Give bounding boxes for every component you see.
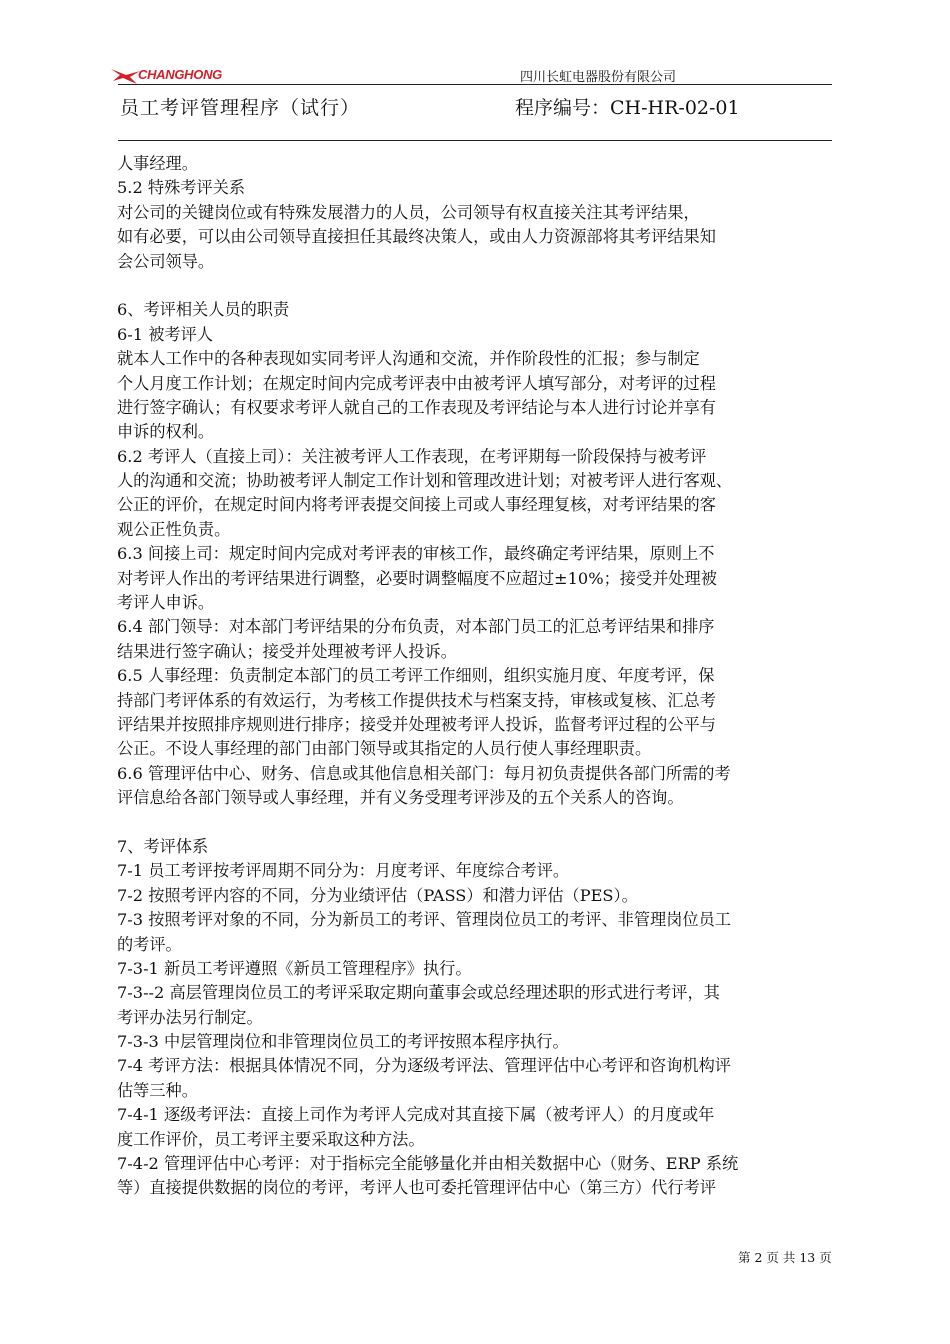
- text-line: 度工作评价，员工考评主要采取这种方法。: [117, 1129, 425, 1149]
- text-line: 估等三种。: [117, 1080, 198, 1100]
- text-line: 的考评。: [117, 934, 182, 954]
- text-line: 7-3 按照考评对象的不同，分为新员工的考评、管理岗位员工的考评、非管理岗位员工: [117, 910, 731, 930]
- document-body: [117, 152, 837, 1201]
- text-line: 考评人申诉。: [117, 593, 215, 613]
- text-line: 人的沟通和交流；协助被考评人制定工作计划和管理改进计划；对被考评人进行客观、: [117, 471, 733, 491]
- text-line: 6.5 人事经理：负责制定本部门的员工考评工作细则，组织实施月度、年度考评，保: [117, 666, 715, 686]
- text-line: 6-1 被考评人: [117, 324, 213, 344]
- text-line: 考评办法另行制定。: [117, 1007, 263, 1027]
- text-line: 7-3-1 新员工考评遵照《新员工管理程序》执行。: [117, 958, 472, 978]
- text-line: 会公司领导。: [117, 251, 215, 271]
- text-line: 对考评人作出的考评结果进行调整，必要时调整幅度不应超过±10%；接受并处理被: [117, 568, 717, 588]
- page-number: 第 2 页 共 13 页: [738, 1250, 832, 1265]
- company-name: 四川长虹电器股份有限公司: [520, 70, 677, 85]
- text-line: 结果进行签字确认；接受并处理被考评人投诉。: [117, 641, 457, 661]
- text-line: 进行签字确认；有权要求考评人就自己的工作表现及考评结论与本人进行讨论并享有: [117, 397, 716, 417]
- text-line: 7-2 按照考评内容的不同，分为业绩评估（PASS）和潜力评估（PES）。: [117, 885, 638, 905]
- text-line: 如有必要，可以由公司领导直接担任其最终决策人，或由人力资源部将其考评结果知: [117, 227, 716, 247]
- text-line: 等）直接提供数据的岗位的考评，考评人也可委托管理评估中心（第三方）代行考评: [117, 1178, 716, 1198]
- text-line: 7-3--2 高层管理岗位员工的考评采取定期向董事会或总经理述职的形式进行考评，其: [117, 983, 720, 1003]
- blank-line: [117, 811, 837, 835]
- text-line: 观公正性负责。: [117, 519, 231, 539]
- text-line: 6、考评相关人员的职责: [117, 300, 290, 320]
- header-divider: [118, 140, 832, 141]
- text-line: 6.2 考评人（直接上司）：关注被考评人工作表现，在考评期每一阶段保持与被考评: [117, 446, 707, 466]
- header-rule: [118, 84, 832, 85]
- text-line: 7-1 员工考评按考评周期不同分为：月度考评、年度综合考评。: [117, 861, 570, 881]
- text-line: 6.3 间接上司：规定时间内完成对考评表的审核工作，最终确定考评结果，原则上不: [117, 544, 715, 564]
- text-line: 6.6 管理评估中心、财务、信息或其他信息相关部门：每月初负责提供各部门所需的考: [117, 763, 731, 783]
- text-line: 评信息给各部门领导或人事经理，并有义务受理考评涉及的五个关系人的咨询。: [117, 788, 684, 808]
- text-line: 6.4 部门领导：对本部门考评结果的分布负责，对本部门员工的汇总考评结果和排序: [117, 617, 715, 637]
- logo-text: CHANGHONG: [138, 67, 222, 82]
- text-line: 持部门考评体系的有效运行，为考核工作提供技术与档案支持，审核或复核、汇总考: [117, 690, 716, 710]
- document-title: 员工考评管理程序（试行）: [120, 97, 361, 119]
- text-line: 申诉的权利。: [117, 422, 215, 442]
- text-line: 7-3-3 中层管理岗位和非管理岗位员工的考评按照本程序执行。: [117, 1032, 569, 1052]
- text-line: 人事经理。: [117, 154, 198, 173]
- text-line: 公正的评价，在规定时间内将考评表提交间接上司或人事经理复核，对考评结果的客: [117, 495, 716, 515]
- blank-line: [117, 274, 837, 298]
- text-line: 7、考评体系: [117, 836, 209, 856]
- text-line: 7-4-1 逐级考评法：直接上司作为考评人完成对其直接下属（被考评人）的月度或年: [117, 1105, 715, 1125]
- text-line: 5.2 特殊考评关系: [117, 178, 246, 198]
- document-code: 程序编号：CH-HR-02-01: [515, 97, 740, 119]
- text-line: 就本人工作中的各种表现如实同考评人沟通和交流，并作阶段性的汇报；参与制定: [117, 349, 700, 369]
- text-line: 个人月度工作计划；在规定时间内完成考评表中由被考评人填写部分，对考评的过程: [117, 373, 716, 393]
- text-line: 对公司的关键岗位或有特殊发展潜力的人员，公司领导有权直接关注其考评结果，: [117, 202, 700, 222]
- text-line: 7-4-2 管理评估中心考评：对于指标完全能够量化并由相关数据中心（财务、ERP 系统: [117, 1154, 739, 1174]
- text-line: 7-4 考评方法：根据具体情况不同，分为逐级考评法、管理评估中心考评和咨询机构评: [117, 1056, 731, 1076]
- text-line: 评结果并按照排序规则进行排序；接受并处理被考评人投诉，监督考评过程的公平与: [117, 714, 716, 734]
- text-line: 公正。不设人事经理的部门由部门领导或其指定的人员行使人事经理职责。: [117, 739, 652, 759]
